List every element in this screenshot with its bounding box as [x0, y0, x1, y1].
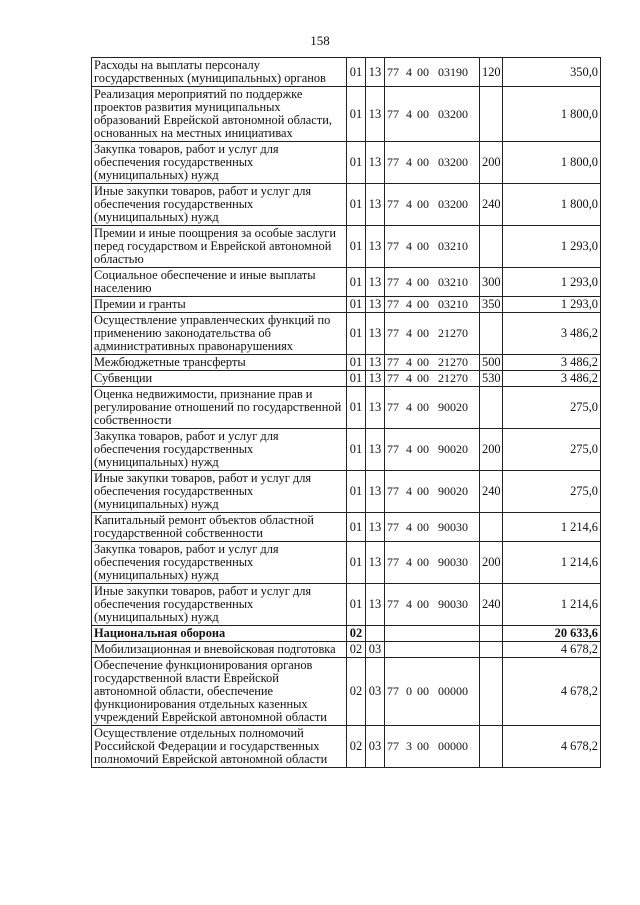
- target-article-part: 90030: [438, 597, 468, 611]
- section-code-cell: 01: [347, 226, 366, 268]
- item-name-cell: Осуществление управленческих функций по применению законодательства об административных правонарушениях: [92, 313, 347, 355]
- subsection-code-cell: 03: [366, 726, 385, 768]
- target-article-part: 90020: [438, 484, 468, 498]
- target-article-part: 0: [406, 684, 412, 698]
- target-article-part: 90020: [438, 400, 468, 414]
- target-article-code-cell: [385, 297, 480, 313]
- amount-cell: 275,0: [503, 471, 601, 513]
- section-code-cell: 01: [347, 584, 366, 626]
- target-article-part: 00: [417, 355, 429, 369]
- item-name-cell: Национальная оборона: [92, 626, 347, 642]
- expense-type-cell: [480, 726, 503, 768]
- target-article-part: 00000: [438, 684, 468, 698]
- target-article-part: 4: [406, 155, 412, 169]
- subsection-code-cell: 13: [366, 471, 385, 513]
- expense-type-cell: [480, 226, 503, 268]
- target-article-part: 77: [387, 400, 399, 414]
- item-name-cell: Премии и иные поощрения за особые заслуги перед государством и Еврейской автономной областью: [92, 226, 347, 268]
- target-article-part: 00: [417, 274, 429, 289]
- target-article-code-cell: [385, 542, 480, 584]
- target-article-part: 03200: [438, 155, 468, 169]
- target-article-code-cell: [385, 642, 480, 658]
- amount-cell: 1 214,6: [503, 542, 601, 584]
- target-article-part: 77: [387, 197, 399, 211]
- expense-type-cell: 300: [480, 268, 503, 297]
- item-name-cell: Закупка товаров, работ и услуг для обеспечения государственных (муниципальных) нужд: [92, 542, 347, 584]
- subsection-code-cell: 13: [366, 142, 385, 184]
- target-article-part: 00: [417, 442, 429, 456]
- subsection-code-cell: 03: [366, 642, 385, 658]
- table-row: [92, 542, 601, 584]
- table-row: [92, 313, 601, 355]
- target-article-part: 00: [417, 739, 429, 753]
- target-article-part: 00: [417, 400, 429, 414]
- target-article-part: 00: [417, 326, 429, 340]
- table-row: [92, 584, 601, 626]
- amount-cell: 1 293,0: [503, 226, 601, 268]
- subsection-code-cell: 13: [366, 87, 385, 142]
- target-article-part: 03200: [438, 197, 468, 211]
- subsection-code-cell: 13: [366, 387, 385, 429]
- target-article-part: 00: [417, 371, 429, 385]
- amount-cell: 1 214,6: [503, 513, 601, 542]
- target-article-part: 77: [387, 64, 399, 79]
- amount-cell: 4 678,2: [503, 658, 601, 726]
- amount-cell: 4 678,2: [503, 726, 601, 768]
- target-article-code-cell: [385, 87, 480, 142]
- expense-type-cell: [480, 87, 503, 142]
- subsection-code-cell: 13: [366, 542, 385, 584]
- target-article-part: 77: [387, 326, 399, 340]
- section-code-cell: 01: [347, 184, 366, 226]
- target-article-part: 77: [387, 155, 399, 169]
- target-article-part: 77: [387, 355, 399, 369]
- section-code-cell: 02: [347, 642, 366, 658]
- item-name-cell: Расходы на выплаты персоналу государственных (муниципальных) органов: [92, 58, 347, 87]
- expense-type-cell: 120: [480, 58, 503, 87]
- target-article-part: 00: [417, 555, 429, 569]
- target-article-code-cell: [385, 142, 480, 184]
- target-article-code-cell: [385, 355, 480, 371]
- target-article-part: 4: [406, 297, 412, 311]
- item-name-cell: Капитальный ремонт объектов областной государственной собственности: [92, 513, 347, 542]
- item-name-cell: Закупка товаров, работ и услуг для обеспечения государственных (муниципальных) нужд: [92, 142, 347, 184]
- target-article-part: 4: [406, 555, 412, 569]
- table-row: [92, 513, 601, 542]
- target-article-part: 4: [406, 64, 412, 79]
- target-article-part: 00: [417, 197, 429, 211]
- target-article-part: 03210: [438, 274, 468, 289]
- subsection-code-cell: [366, 626, 385, 642]
- amount-cell: 275,0: [503, 387, 601, 429]
- table-row: [92, 58, 601, 87]
- target-article-code-cell: [385, 471, 480, 513]
- target-article-code-cell: [385, 58, 480, 87]
- subsection-code-cell: 13: [366, 226, 385, 268]
- table-row: [92, 658, 601, 726]
- section-code-cell: 02: [347, 726, 366, 768]
- subsection-code-cell: 13: [366, 268, 385, 297]
- table-row: [92, 226, 601, 268]
- target-article-part: 77: [387, 371, 399, 385]
- target-article-part: 3: [406, 739, 412, 753]
- table-row: [92, 268, 601, 297]
- table-row: [92, 429, 601, 471]
- section-code-cell: 01: [347, 142, 366, 184]
- expense-type-cell: 240: [480, 584, 503, 626]
- target-article-part: 00: [417, 484, 429, 498]
- target-article-part: 90020: [438, 442, 468, 456]
- table-row: [92, 142, 601, 184]
- target-article-part: 00: [417, 106, 429, 121]
- amount-cell: 3 486,2: [503, 371, 601, 387]
- section-code-cell: 02: [347, 626, 366, 642]
- table-row: [92, 471, 601, 513]
- section-code-cell: 01: [347, 355, 366, 371]
- expense-type-cell: 350: [480, 297, 503, 313]
- section-code-cell: 01: [347, 513, 366, 542]
- budget-table: [91, 57, 601, 768]
- expense-type-cell: 530: [480, 371, 503, 387]
- expense-type-cell: 240: [480, 184, 503, 226]
- target-article-code-cell: [385, 584, 480, 626]
- target-article-part: 77: [387, 239, 399, 253]
- subsection-code-cell: 13: [366, 58, 385, 87]
- amount-cell: 1 293,0: [503, 268, 601, 297]
- expense-type-cell: 200: [480, 542, 503, 584]
- target-article-part: 77: [387, 274, 399, 289]
- expense-type-cell: 200: [480, 429, 503, 471]
- expense-type-cell: [480, 626, 503, 642]
- page-number: 158: [310, 33, 330, 48]
- target-article-part: 03200: [438, 106, 468, 121]
- item-name-cell: Субвенции: [92, 371, 347, 387]
- target-article-part: 4: [406, 597, 412, 611]
- target-article-part: 00000: [438, 739, 468, 753]
- amount-cell: 1 293,0: [503, 297, 601, 313]
- target-article-code-cell: [385, 184, 480, 226]
- table-row: [92, 371, 601, 387]
- target-article-part: 00: [417, 597, 429, 611]
- item-name-cell: Мобилизационная и вневойсковая подготовка: [92, 642, 347, 658]
- target-article-code-cell: [385, 268, 480, 297]
- table-row: [92, 87, 601, 142]
- table-row: [92, 184, 601, 226]
- target-article-code-cell: [385, 726, 480, 768]
- amount-cell: 1 214,6: [503, 584, 601, 626]
- target-article-part: 00: [417, 64, 429, 79]
- target-article-part: 77: [387, 739, 399, 753]
- subsection-code-cell: 03: [366, 658, 385, 726]
- target-article-part: 00: [417, 684, 429, 698]
- subsection-code-cell: 13: [366, 429, 385, 471]
- item-name-cell: Осуществление отдельных полномочий Российской Федерации и государственных полномочий Еврейской автономной области: [92, 726, 347, 768]
- subsection-code-cell: 13: [366, 584, 385, 626]
- target-article-part: 4: [406, 442, 412, 456]
- target-article-part: 4: [406, 106, 412, 121]
- item-name-cell: Иные закупки товаров, работ и услуг для обеспечения государственных (муниципальных) нужд: [92, 584, 347, 626]
- target-article-part: 77: [387, 597, 399, 611]
- subsection-code-cell: 13: [366, 184, 385, 226]
- target-article-part: 4: [406, 274, 412, 289]
- amount-cell: 275,0: [503, 429, 601, 471]
- target-article-part: 77: [387, 484, 399, 498]
- table-row: [92, 626, 601, 642]
- target-article-part: 03210: [438, 297, 468, 311]
- table-row: [92, 726, 601, 768]
- target-article-part: 00: [417, 297, 429, 311]
- item-name-cell: Иные закупки товаров, работ и услуг для обеспечения государственных (муниципальных) нужд: [92, 184, 347, 226]
- section-code-cell: 01: [347, 58, 366, 87]
- item-name-cell: Реализация мероприятий по поддержке проектов развития муниципальных образований Еврейской автономной области, основанных на местных инициативах: [92, 87, 347, 142]
- item-name-cell: Межбюджетные трансферты: [92, 355, 347, 371]
- target-article-code-cell: [385, 313, 480, 355]
- target-article-part: 03210: [438, 239, 468, 253]
- target-article-part: 77: [387, 297, 399, 311]
- expense-type-cell: [480, 313, 503, 355]
- target-article-part: 77: [387, 519, 399, 534]
- amount-cell: 350,0: [503, 58, 601, 87]
- subsection-code-cell: 13: [366, 371, 385, 387]
- subsection-code-cell: 13: [366, 513, 385, 542]
- section-code-cell: 01: [347, 542, 366, 584]
- table-row: [92, 355, 601, 371]
- table-row: [92, 642, 601, 658]
- budget-table-body: [92, 58, 601, 768]
- section-code-cell: 01: [347, 387, 366, 429]
- section-code-cell: 01: [347, 313, 366, 355]
- target-article-part: 21270: [438, 326, 468, 340]
- item-name-cell: Обеспечение функционирования органов государственной власти Еврейской автономной области, обеспечение функционирования отдельных казенных учреждений Еврейской автономной области: [92, 658, 347, 726]
- target-article-part: 00: [417, 519, 429, 534]
- target-article-part: 03190: [438, 64, 468, 79]
- target-article-part: 77: [387, 555, 399, 569]
- target-article-part: 77: [387, 684, 399, 698]
- target-article-part: 4: [406, 326, 412, 340]
- expense-type-cell: [480, 658, 503, 726]
- target-article-part: 4: [406, 355, 412, 369]
- amount-cell: 1 800,0: [503, 142, 601, 184]
- target-article-part: 90030: [438, 555, 468, 569]
- item-name-cell: Оценка недвижимости, признание прав и регулирование отношений по государственной собственности: [92, 387, 347, 429]
- target-article-part: 21270: [438, 371, 468, 385]
- target-article-part: 90030: [438, 519, 468, 534]
- target-article-part: 00: [417, 155, 429, 169]
- amount-cell: 4 678,2: [503, 642, 601, 658]
- target-article-part: 77: [387, 106, 399, 121]
- section-code-cell: 02: [347, 658, 366, 726]
- target-article-code-cell: [385, 429, 480, 471]
- target-article-code-cell: [385, 371, 480, 387]
- section-code-cell: 01: [347, 87, 366, 142]
- amount-cell: 3 486,2: [503, 313, 601, 355]
- target-article-part: 00: [417, 239, 429, 253]
- target-article-code-cell: [385, 626, 480, 642]
- table-row: [92, 297, 601, 313]
- expense-type-cell: 200: [480, 142, 503, 184]
- target-article-code-cell: [385, 226, 480, 268]
- item-name-cell: Иные закупки товаров, работ и услуг для обеспечения государственных (муниципальных) нужд: [92, 471, 347, 513]
- target-article-part: 4: [406, 484, 412, 498]
- expense-type-cell: 240: [480, 471, 503, 513]
- target-article-code-cell: [385, 387, 480, 429]
- target-article-part: 4: [406, 400, 412, 414]
- target-article-part: 4: [406, 239, 412, 253]
- item-name-cell: Закупка товаров, работ и услуг для обеспечения государственных (муниципальных) нужд: [92, 429, 347, 471]
- amount-cell: 3 486,2: [503, 355, 601, 371]
- target-article-part: 4: [406, 371, 412, 385]
- target-article-code-cell: [385, 513, 480, 542]
- expense-type-cell: 500: [480, 355, 503, 371]
- subsection-code-cell: 13: [366, 297, 385, 313]
- section-code-cell: 01: [347, 371, 366, 387]
- expense-type-cell: [480, 387, 503, 429]
- section-code-cell: 01: [347, 429, 366, 471]
- amount-cell: 1 800,0: [503, 87, 601, 142]
- subsection-code-cell: 13: [366, 355, 385, 371]
- item-name-cell: Социальное обеспечение и иные выплаты населению: [92, 268, 347, 297]
- target-article-code-cell: [385, 658, 480, 726]
- target-article-part: 77: [387, 442, 399, 456]
- section-code-cell: 01: [347, 297, 366, 313]
- expense-type-cell: [480, 513, 503, 542]
- target-article-part: 4: [406, 197, 412, 211]
- expense-type-cell: [480, 642, 503, 658]
- section-code-cell: 01: [347, 471, 366, 513]
- item-name-cell: Премии и гранты: [92, 297, 347, 313]
- amount-cell: 20 633,6: [503, 626, 601, 642]
- amount-cell: 1 800,0: [503, 184, 601, 226]
- target-article-part: 4: [406, 519, 412, 534]
- section-code-cell: 01: [347, 268, 366, 297]
- table-row: [92, 387, 601, 429]
- subsection-code-cell: 13: [366, 313, 385, 355]
- target-article-part: 21270: [438, 355, 468, 369]
